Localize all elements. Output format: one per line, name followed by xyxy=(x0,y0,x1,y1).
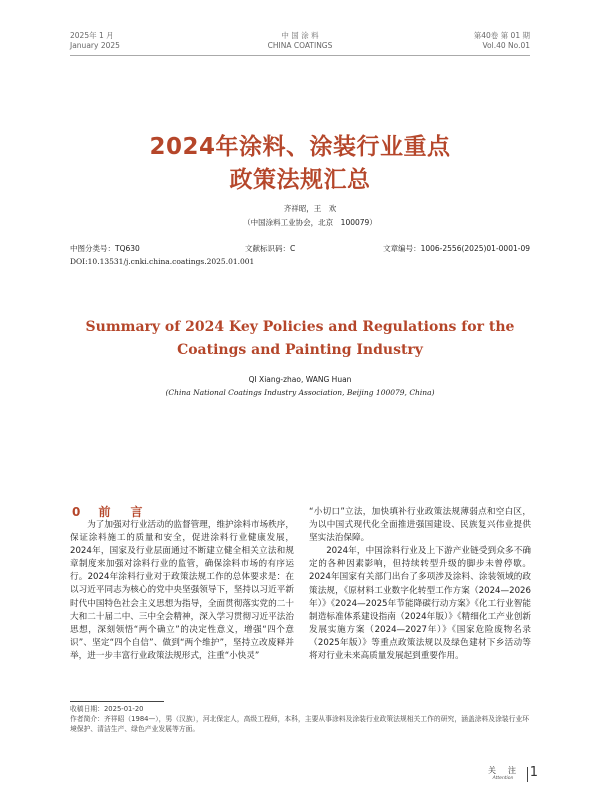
header-right xyxy=(474,31,530,51)
section-heading xyxy=(72,503,147,520)
header-volume-en: Vol.40 No.01 xyxy=(482,41,530,50)
column-label xyxy=(488,766,518,782)
header-journal-cn: 中 国 涂 料 xyxy=(281,31,319,40)
body-paragraph: “小切口”立法，加快填补行业政策法规薄弱点和空白区，为以中国式现代化全面推进强国建设、民族复兴伟业提供坚实法治保障。 xyxy=(309,507,531,544)
footer-divider xyxy=(527,767,528,782)
section-number: 0 xyxy=(72,505,85,519)
authors-cn: 齐祥昭，王 欢 xyxy=(283,204,337,213)
title-en-line2: Coatings and Painting Industry xyxy=(177,342,423,358)
article-number: 文章编号：1006-2556(2025)01-0001-09 xyxy=(383,244,530,253)
clc-number: 中图分类号：TQ630 xyxy=(70,244,140,253)
body-column-left xyxy=(70,519,294,663)
title-cn-line2: 政策法规汇总 xyxy=(229,167,371,193)
header-journal-en: CHINA COATINGS xyxy=(267,41,333,50)
footnote-rule xyxy=(70,701,164,702)
author-bio: 作者简介：齐祥昭（1984—），男（汉族），河北保定人，高级工程师，本科，主要从事涂料及涂装行业政策法规相关工作的研究，涵盖涂料及涂装行业环境保护、清洁生产、绿色产业发展等方面。 xyxy=(70,715,530,733)
header-rule xyxy=(70,55,530,56)
column-label-cn: 关 注 xyxy=(488,766,518,775)
received-date: 收稿日期：2025-01-20 xyxy=(70,705,144,713)
affiliation-en: (China National Coatings Industry Association, Beijing 100079, China) xyxy=(165,388,435,397)
document-code: 文献标识码：C xyxy=(245,244,296,253)
authors-en: QI Xiang-zhao, WANG Huan xyxy=(248,375,352,384)
affiliation-cn: （中国涂料工业协会，北京 100079） xyxy=(243,218,377,227)
body-paragraph: 2024年，中国涂料行业及上下游产业链受到众多不确定的各种因素影响，但持续转型升级的脚步未曾停歇。2024年国家有关部门出台了多项涉及涂料、涂装领域的政策法规，《原材料工业数字化转型工作方案（2024—2026年）》《2024—2025年节能降碳行动方案》《化工行业智能制造标准体系建设指南（2024年版）》《精细化工产业创新发展实施方案（2024—2027年）》《国家危险废物名录（2025年版）》等重点政策法规以及绿色建材下乡活动等将对行业未来高质量发展起到重要作用。 xyxy=(309,546,531,662)
title-cn-line1: 2024年涂料、涂装行业重点 xyxy=(149,134,451,160)
body-paragraph: 为了加强对行业活动的监督管理，维护涂料市场秩序，保证涂料施工的质量和安全，促进涂料行业健康发展，2024年，国家及行业层面通过不断建立健全相关立法和规章制度来加强对涂料行业的监管，确保涂料市场的有序运行。2024年涂料行业对于政策法规工作的总体要求是：在以习近平同志为核心的党中央坚强领导下，坚持以习近平新时代中国特色社会主义思想为指导，全面贯彻落实党的二十大和二十届二中、三中全会精神，深入学习贯彻习近平法治思想，深刻领悟“两个确立”的决定性意义，增强“四个意识”、坚定“四个自信”、做到“两个维护”，坚持立改废释并举，进一步丰富行业政策法规形式，注重“小快灵” xyxy=(70,520,294,661)
page-number: 1 xyxy=(529,765,538,780)
section-title: 前 言 xyxy=(98,505,147,519)
doi: DOI:10.13531/j.cnki.china.coatings.2025.01.001 xyxy=(70,257,255,266)
title-en-line1: Summary of 2024 Key Policies and Regulations for the xyxy=(85,319,515,335)
header-date-cn: 2025年 1 月 xyxy=(70,31,114,40)
header-date-en: January 2025 xyxy=(70,41,120,50)
column-label-en: Attention xyxy=(492,776,514,781)
header-volume-cn: 第40卷 第 01 期 xyxy=(473,31,530,40)
body-column-right xyxy=(309,506,531,663)
footnote xyxy=(70,704,532,734)
